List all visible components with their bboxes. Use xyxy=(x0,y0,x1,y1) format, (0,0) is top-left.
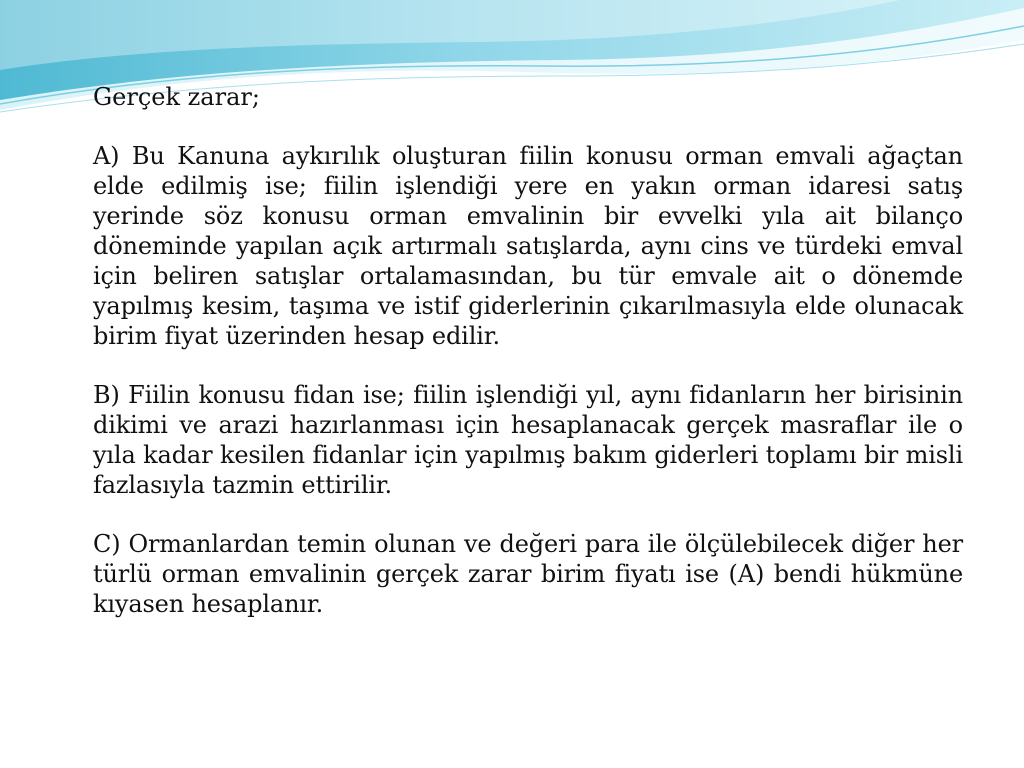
paragraph-b: B) Fiilin konusu fidan ise; fiilin işlendiği yıl, aynı fidanların her birisinin dikimi ve arazi hazırlanması için hesaplanacak gerçek masraflar ile o yıla kadar kesilen fidanlar için yapılmış bakım giderleri toplamı bir misli fazlasıyla tazmin ettirilir. xyxy=(93,381,963,499)
paragraph-c: C) Ormanlardan temin olunan ve değeri para ile ölçülebilecek diğer her türlü orman emvalinin gerçek zarar birim fiyatı ise (A) bendi hükmüne kıyasen hesaplanır. xyxy=(93,530,963,618)
slide-body xyxy=(93,82,963,648)
paragraph-a: A) Bu Kanuna aykırılık oluşturan fiilin konusu orman emvali ağaçtan elde edilmiş ise; fiilin işlendiği yere en yakın orman idaresi satış yerinde söz konusu orman emvalinin bir evvelki yıla ait bilanço döneminde yapılan açık artırmalı satışlarda, aynı cins ve türdeki emval için beliren satışlar ortalamasından, bu tür emvale ait o dönemde yapılmış kesim, taşıma ve istif giderlerinin çıkarılmasıyla elde olunacak birim fiyat üzerinden hesap edilir. xyxy=(93,142,963,350)
slide-heading: Gerçek zarar; xyxy=(93,83,260,111)
